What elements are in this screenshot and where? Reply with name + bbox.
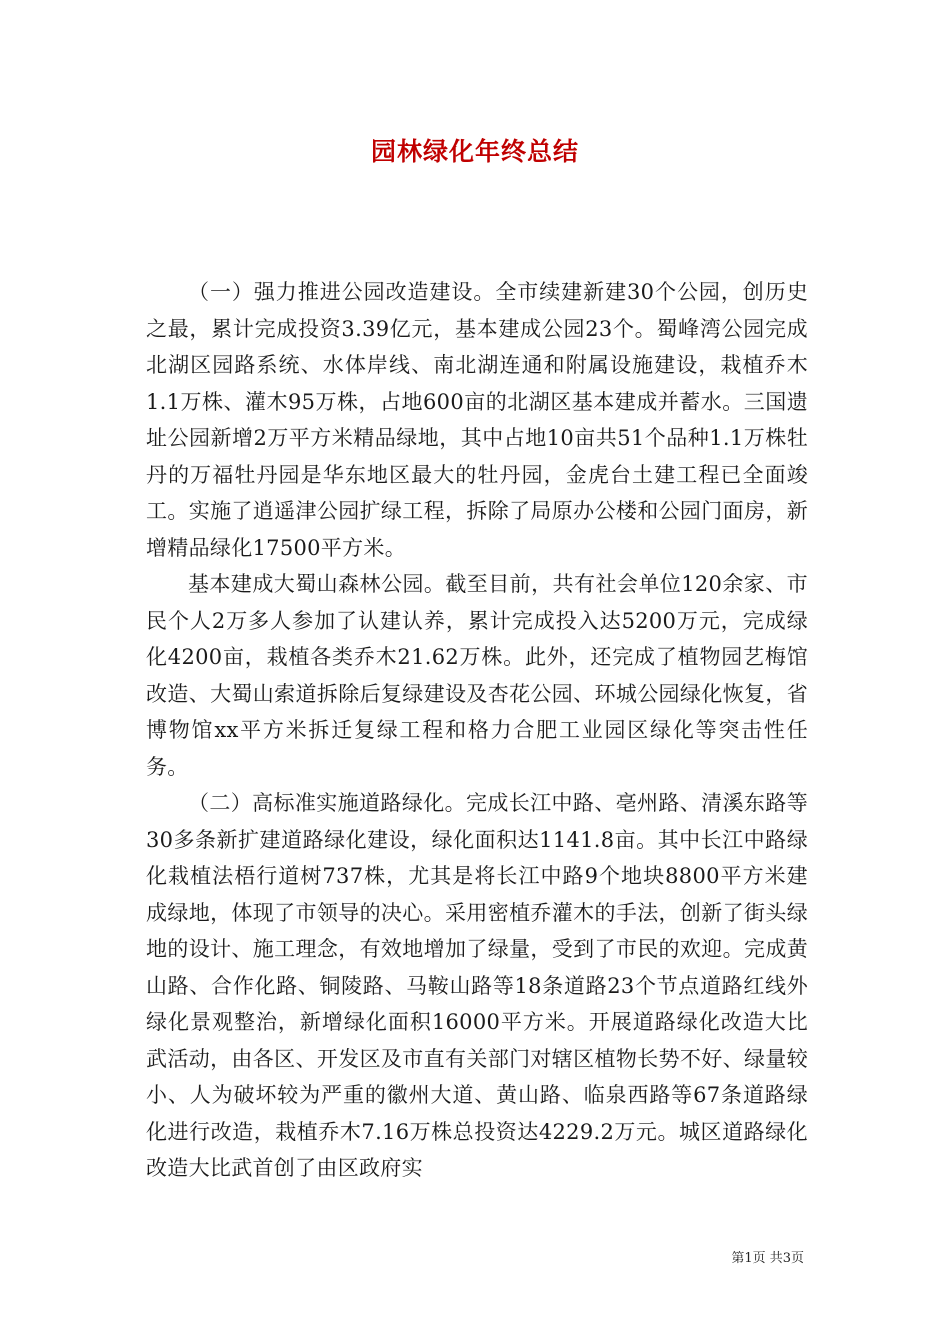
page-number: 第1页 共3页: [731, 1251, 804, 1266]
document-title: 园林绿化年终总结: [370, 137, 579, 166]
document-body: [146, 274, 808, 1187]
paragraph-2: 基本建成大蜀山森林公园。截至目前，共有社会单位120余家、市民个人2万多人参加了认建认养，累计完成投入达5200万元，完成绿化4200亩，栽植各类乔木21.62万株。此外，还完成了植物园艺梅馆改造、大蜀山索道拆除后复绿建设及杏花公园、环城公园绿化恢复，省博物馆xx平方米拆迁复绿工程和格力合肥工业园区绿化等突击性任务。: [146, 572, 808, 779]
paragraph-3: （二）高标准实施道路绿化。完成长江中路、亳州路、清溪东路等30多条新扩建道路绿化建设，绿化面积达1141.8亩。其中长江中路绿化栽植法梧行道树737株，尤其是将长江中路9个地块8800平方米建成绿地，体现了市领导的决心。采用密植乔灌木的手法，创新了街头绿地的设计、施工理念，有效地增加了绿量，受到了市民的欢迎。完成黄山路、合作化路、铜陵路、马鞍山路等18条道路23个节点道路红线外绿化景观整治，新增绿化面积16000平方米。开展道路绿化改造大比武活动，由各区、开发区及市直有关部门对辖区植物长势不好、绿量较小、人为破坏较为严重的徽州大道、黄山路、临泉西路等67条道路绿化进行改造，栽植乔木7.16万株总投资达4229.2万元。城区道路绿化改造大比武首创了由区政府实: [146, 791, 808, 1180]
paragraph-1: （一）强力推进公园改造建设。全市续建新建30个公园，创历史之最，累计完成投资3.39亿元，基本建成公园23个。蜀峰湾公园完成北湖区园路系统、水体岸线、南北湖连通和附属设施建设，栽植乔木1.1万株、灌木95万株，占地600亩的北湖区基本建成并蓄水。三国遗址公园新增2万平方米精品绿地，其中占地10亩共51个品种1.1万株牡丹的万福牡丹园是华东地区最大的牡丹园，金虎台土建工程已全面竣工。实施了逍遥津公园扩绿工程，拆除了局原办公楼和公园门面房，新增精品绿化17500平方米。: [146, 280, 808, 560]
